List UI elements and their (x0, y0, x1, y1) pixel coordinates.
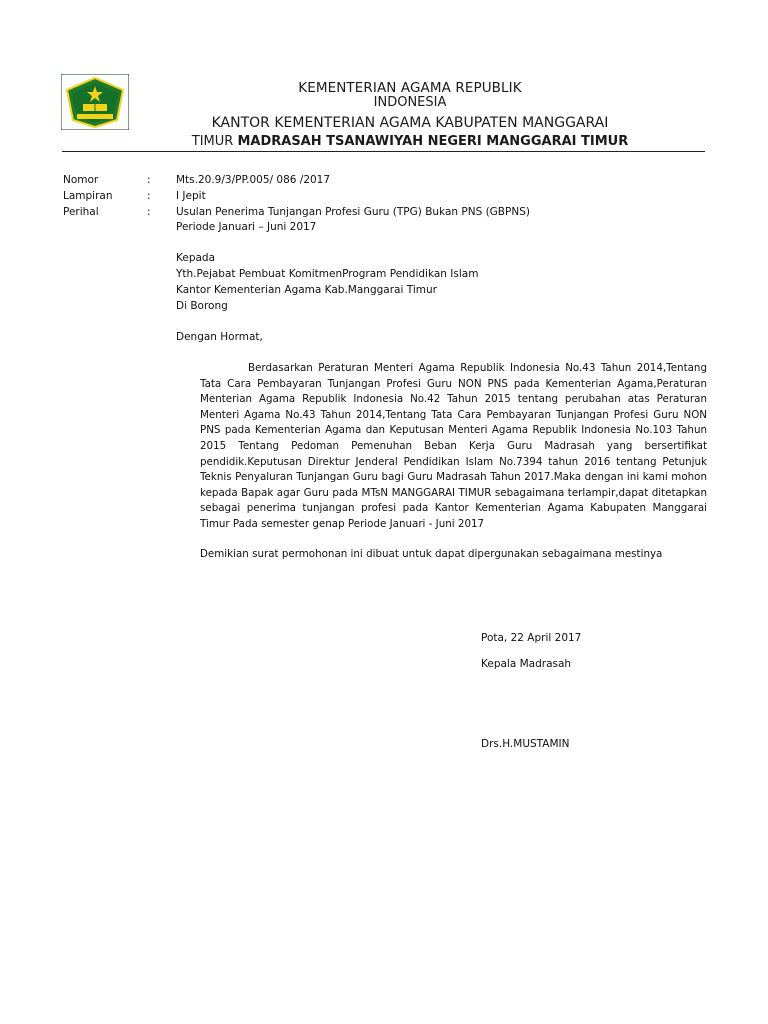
signature-position: Kepala Madrasah (481, 658, 572, 670)
ministry-country: INDONESIA (373, 95, 447, 110)
body-paragraph: Berdasarkan Peraturan Menteri Agama Republik Indonesia No.43 Tahun 2014,Tentang Tata Cara Pembayaran Tunjangan Profesi Guru NON PNS pada Kementerian Agama,Peraturan Menterian Agama Republik Indonesia No.42 Tahun 2015 tentang perubahan atas Peraturan Menteri Agama No.43 Tahun 2014,Tentang Tata Cara Pembayaran Tunjangan Profesi Guru NON PNS pada Kementerian Agama dan Keputusan Menteri Agama Republik Indonesia No.103 Tahun 2015 Tentang Pedoman Pemenuhan Beban Kerja Guru Madrasah yang bersertifikat pendidik.Keputusan Direktur Jenderal Pendidikan Islam No.7394 tahun 2016 tentang Petunjuk Teknis Penyaluran Tunjangan Guru bagi Guru Madrasah Tahun 2017.Maka dengan ini kami mohon kepada Bapak agar Guru pada MTsN MANGGARAI TIMUR sebagaimana terlampir,dapat ditetapkan sebagai penerima tunjangan profesi pada Kantor Kementerian Agama Kabupaten Manggarai Timur Pada semester genap Periode Januari - Juni 2017 (200, 362, 707, 530)
office-region: TIMUR (191, 134, 238, 146)
office-name: KANTOR KEMENTERIAN AGAMA KABUPATEN MANGGARAI (211, 115, 609, 131)
lampiran-value: I Jepit (176, 190, 206, 202)
ministry-name: KEMENTERIAN AGAMA REPUBLIK (298, 80, 522, 96)
lampiran-label: Lampiran (63, 190, 113, 202)
signature-name: Drs.H.MUSTAMIN (481, 738, 570, 750)
kemenag-emblem-icon (61, 74, 129, 130)
school-name-bold: MADRASAH TSANAWIYAH NEGERI MANGGARAI TIMUR (237, 134, 629, 146)
nomor-colon: : (147, 174, 151, 186)
signature-place-date: Pota, 22 April 2017 (481, 632, 582, 644)
perihal-label: Perihal (63, 206, 99, 218)
address-line1: Yth.Pejabat Pembuat KomitmenProgram Pendidikan Islam (176, 268, 479, 280)
address-kepada: Kepada (176, 252, 216, 264)
perihal-colon: : (147, 206, 151, 218)
address-line2: Kantor Kementerian Agama Kab.Manggarai Timur (176, 284, 437, 296)
address-line3: Di Borong (176, 300, 228, 312)
greeting: Dengan Hormat, (176, 331, 263, 343)
nomor-label: Nomor (63, 174, 99, 186)
perihal-period: Periode Januari – Juni 2017 (176, 221, 317, 233)
school-name (150, 134, 670, 146)
header-divider (62, 151, 705, 152)
perihal-value: Usulan Penerima Tunjangan Profesi Guru (TPG) Bukan PNS (GBPNS) (176, 206, 530, 218)
lampiran-colon: : (147, 190, 151, 202)
nomor-value: Mts.20.9/3/PP.005/ 086 /2017 (176, 174, 331, 186)
closing-sentence: Demikian surat permohonan ini dibuat untuk dapat dipergunakan sebagaimana mestinya (200, 548, 663, 560)
